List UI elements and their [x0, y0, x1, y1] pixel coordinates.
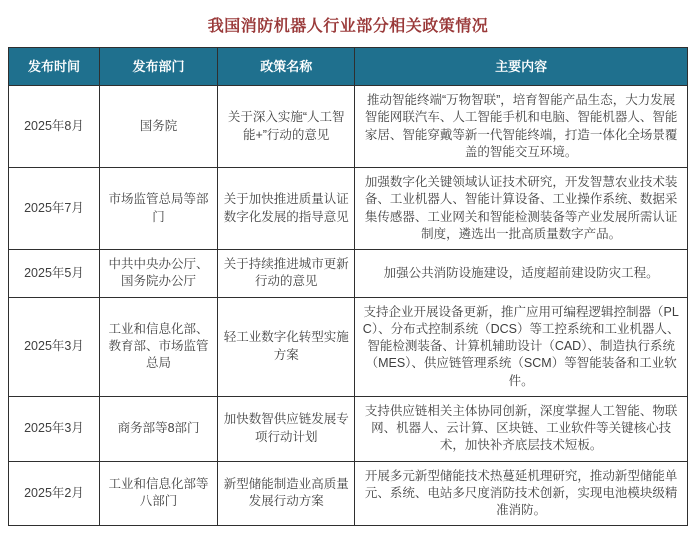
header-date: 发布时间: [9, 48, 100, 86]
policy-table: [8, 47, 688, 526]
header-content: 主要内容: [355, 48, 688, 86]
cell-content: 推动智能终端“万物智联”，培育智能产品生态，大力发展智能网联汽车、人工智能手机和电脑、智能机器人、智能家居、智能穿戴等新一代智能终端，打造一体化全场景覆盖的智能交互环境。: [355, 86, 688, 168]
cell-dept: 中共中央办公厅、国务院办公厅: [99, 250, 217, 298]
policy-table-body: [9, 86, 688, 526]
cell-dept: 工业和信息化部、教育部、市场监管总局: [99, 297, 217, 396]
header-dept: 发布部门: [99, 48, 217, 86]
table-row: [9, 297, 688, 396]
table-row: [9, 250, 688, 298]
table-row: [9, 396, 688, 461]
table-row: [9, 86, 688, 168]
header-row: [9, 48, 688, 86]
cell-date: 2025年3月: [9, 297, 100, 396]
cell-date: 2025年3月: [9, 396, 100, 461]
cell-date: 2025年2月: [9, 461, 100, 526]
cell-content: 支持供应链相关主体协同创新，深度掌握人工智能、物联网、机器人、云计算、区块链、工业软件等关键核心技术，加快补齐底层技术短板。: [355, 396, 688, 461]
cell-content: 开展多元新型储能技术热蔓延机理研究，推动新型储能单元、系统、电站多尺度消防技术创新，实现电池模块级精准消防。: [355, 461, 688, 526]
cell-date: 2025年7月: [9, 168, 100, 250]
header-policy: 政策名称: [218, 48, 355, 86]
cell-policy: 关于持续推进城市更新行动的意见: [218, 250, 355, 298]
cell-policy: 新型储能制造业高质量发展行动方案: [218, 461, 355, 526]
cell-dept: 商务部等8部门: [99, 396, 217, 461]
page-title: 我国消防机器人行业部分相关政策情况: [207, 18, 489, 35]
cell-dept: 工业和信息化部等八部门: [99, 461, 217, 526]
cell-dept: 市场监管总局等部门: [99, 168, 217, 250]
cell-content: 加强数字化关键领域认证技术研究，开发智慧农业技术装备、工业机器人、智能计算设备、工业操作系统、数据采集传感器、工业网关和智能检测装备等产业发展所需认证制度，遴选出一批高质量数字产品。: [355, 168, 688, 250]
cell-content: 加强公共消防设施建设，适度超前建设防灾工程。: [355, 250, 688, 298]
table-row: [9, 168, 688, 250]
cell-policy: 关于加快推进质量认证数字化发展的指导意见: [218, 168, 355, 250]
cell-policy: 轻工业数字化转型实施方案: [218, 297, 355, 396]
policy-table-header: [9, 48, 688, 86]
cell-content: 支持企业开展设备更新，推广应用可编程逻辑控制器（PLC）、分布式控制系统（DCS）等工控系统和工业机器人、智能检测装备、计算机辅助设计（CAD）、制造执行系统（MES）、供应链管理系统（SCM）等智能装备和工业软件。: [355, 297, 688, 396]
cell-date: 2025年8月: [9, 86, 100, 168]
cell-date: 2025年5月: [9, 250, 100, 298]
cell-policy: 加快数智供应链发展专项行动计划: [218, 396, 355, 461]
table-row: [9, 461, 688, 526]
cell-policy: 关于深入实施“人工智能+”行动的意见: [218, 86, 355, 168]
cell-dept: 国务院: [99, 86, 217, 168]
